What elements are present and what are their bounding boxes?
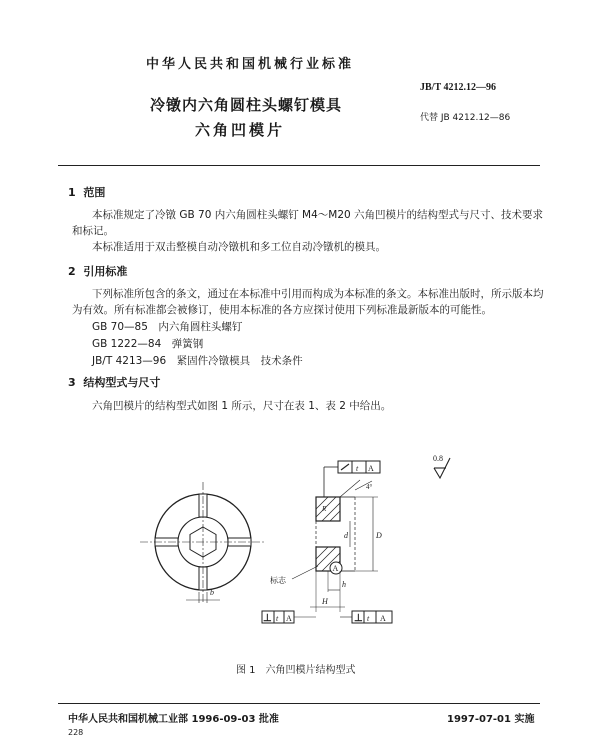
section-1-para1-line2: 和标记。 xyxy=(72,225,114,237)
section-1-number: 1 xyxy=(68,186,76,199)
fcf-right-tolerance: t xyxy=(367,614,370,623)
roughness-value: 0.8 xyxy=(433,454,443,463)
header-divider xyxy=(58,165,540,166)
fcf-left-datum: A xyxy=(286,614,292,623)
reference-item: JB/T 4213—96 紧固件冷镦模具 技术条件 xyxy=(92,355,303,367)
figure-caption: 图 1 六角凹模片结构型式 xyxy=(236,665,356,676)
chamfer-angle-label: 4° xyxy=(366,483,373,491)
section-2-title: 引用标准 xyxy=(83,265,128,278)
fcf-right-symbol: ⊥ xyxy=(354,613,363,624)
section-1-para2: 本标准适用于双击整模自动冷镦机和多工位自动冷镦机的模具。 xyxy=(92,241,386,253)
figure-1-drawing xyxy=(0,440,600,640)
dimension-d-label: d xyxy=(344,531,348,540)
document-title-line1: 冷镦内六角圆柱头螺钉模具 xyxy=(150,96,343,114)
marking-label: 标志 xyxy=(270,576,286,585)
page-number: 228 xyxy=(68,728,84,737)
dimension-D-label: D xyxy=(376,531,382,540)
fcf-top-datum: A xyxy=(368,464,374,473)
reference-item: GB 1222—84 弹簧钢 xyxy=(92,338,204,350)
dimension-b-label: b xyxy=(210,588,214,597)
standard-number: JB/T 4212.12—96 xyxy=(420,82,496,93)
dimension-h-label: h xyxy=(342,580,346,589)
radius-label: R xyxy=(322,505,327,513)
datum-A-label: A xyxy=(332,564,339,573)
section-1-title: 范围 xyxy=(83,186,106,199)
publisher-approval: 中华人民共和国机械工业部 1996-09-03 批准 xyxy=(68,714,279,725)
footer-divider xyxy=(58,703,540,704)
section-3-heading xyxy=(68,374,160,390)
section-1-heading xyxy=(68,184,105,200)
section-2-para1-line1: 下列标准所包含的条文，通过在本标准中引用而构成为本标准的条文。本标准出版时，所示版本均 xyxy=(92,288,544,300)
section-3-para1: 六角凹模片的结构型式如图 1 所示，尺寸在表 1、表 2 中给出。 xyxy=(92,400,392,412)
section-1-para1-line1: 本标准规定了冷镦 GB 70 内六角圆柱头螺钉 M4～M20 六角凹模片的结构型式与尺寸、技术要求 xyxy=(92,209,544,221)
document-title-line2: 六角凹模片 xyxy=(195,121,286,139)
effective-date: 1997-07-01 实施 xyxy=(447,714,535,725)
section-3-title: 结构型式与尺寸 xyxy=(83,376,161,389)
dimension-H-label: H xyxy=(322,597,328,606)
fcf-left-symbol: ⊥ xyxy=(263,613,272,624)
die-plan-view xyxy=(140,482,266,603)
fcf-left-tolerance: t xyxy=(276,614,279,623)
section-2-para1-line2: 为有效。所有标准都会被修订，使用本标准的各方应探讨使用下列标准最新版本的可能性。 xyxy=(72,304,492,316)
org-standard-title: 中华人民共和国机械行业标准 xyxy=(146,57,355,72)
reference-item: GB 70—85 内六角圆柱头螺钉 xyxy=(92,321,243,333)
fcf-top-tolerance: t xyxy=(356,464,359,473)
section-3-number: 3 xyxy=(68,376,76,389)
fcf-right-datum: A xyxy=(380,614,386,623)
replaces-note: 代替 JB 4212.12—86 xyxy=(420,113,511,123)
section-2-number: 2 xyxy=(68,265,76,278)
section-2-heading xyxy=(68,263,127,279)
